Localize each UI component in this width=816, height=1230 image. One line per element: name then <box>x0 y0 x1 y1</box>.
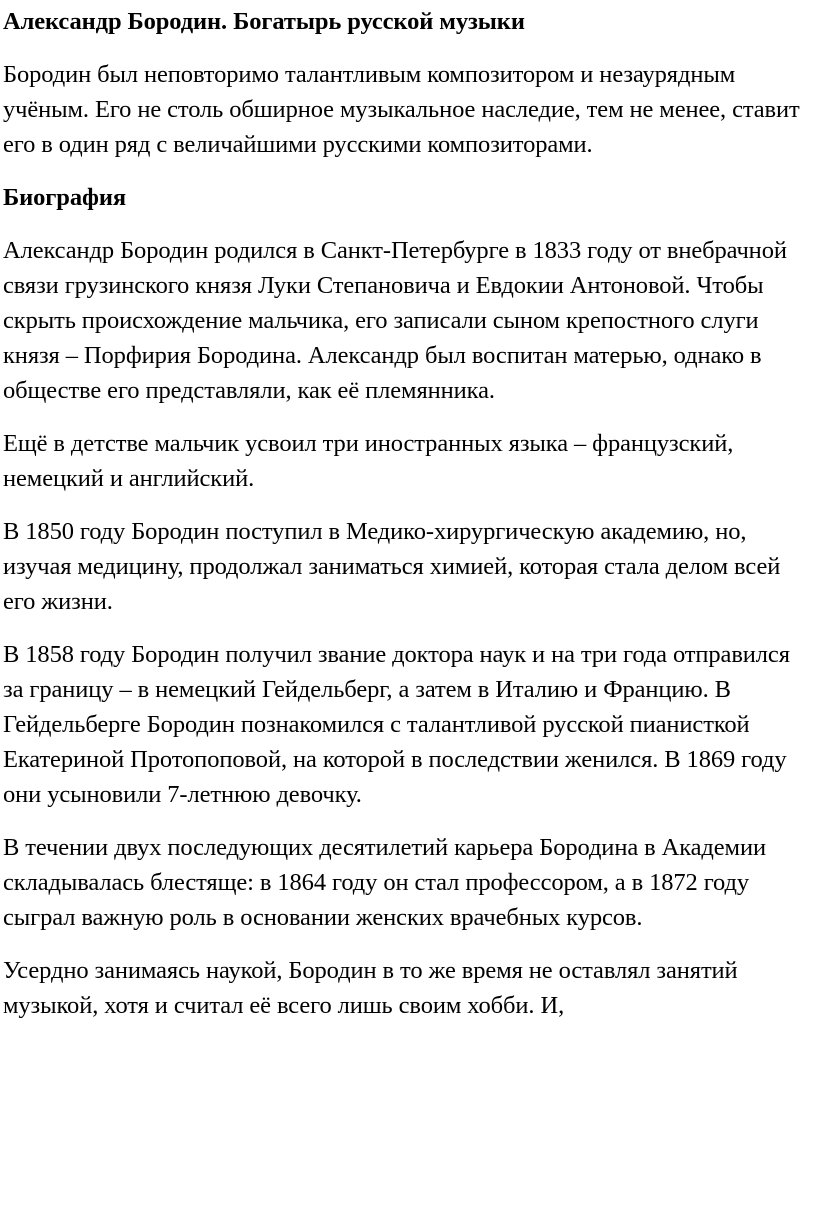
biography-paragraph: Ещё в детстве мальчик усвоил три иностранных языка – французский, немецкий и английский. <box>3 430 734 492</box>
biography-paragraph: Александр Бородин родился в Санкт-Петербурге в 1833 году от внебрачной связи грузинского князя Луки Степановича и Евдокии Антоновой. Чтобы скрыть происхождение мальчика, его записали сыном крепостного слуги князя – Порфирия Бородина. Александр был воспитан матерью, однако в обществе его представляли, как её племянника. <box>3 237 787 404</box>
intro-paragraph: Бородин был неповторимо талантливым композитором и незаурядным учёным. Его не столь обширное музыкальное наследие, тем не менее, ставит его в один ряд с величайшими русскими композиторами. <box>3 61 800 158</box>
section-heading-biography: Биография <box>3 184 126 211</box>
biography-paragraph: В 1858 году Бородин получил звание доктора наук и на три года отправился за границу – в немецкий Гейдельберг, а затем в Италию и Францию. В Гейдельберге Бородин познакомился с талантливой русской пианисткой Екатериной Протопоповой, на которой в последствии женился. В 1869 году они усыновили 7-летнюю девочку. <box>3 641 790 808</box>
biography-paragraph: В 1850 году Бородин поступил в Медико-хирургическую академию, но, изучая медицину, продолжал заниматься химией, которая стала делом всей его жизни. <box>3 518 781 615</box>
biography-paragraph: В течении двух последующих десятилетий карьера Бородина в Академии складывалась блестяще: в 1864 году он стал профессором, а в 1872 году сыграл важную роль в основании женских врачебных курсов. <box>3 834 766 931</box>
document-title: Александр Бородин. Богатырь русской музыки <box>3 8 525 35</box>
biography-paragraph: Усердно занимаясь наукой, Бородин в то же время не оставлял занятий музыкой, хотя и считал её всего лишь своим хобби. И, <box>3 957 738 1019</box>
